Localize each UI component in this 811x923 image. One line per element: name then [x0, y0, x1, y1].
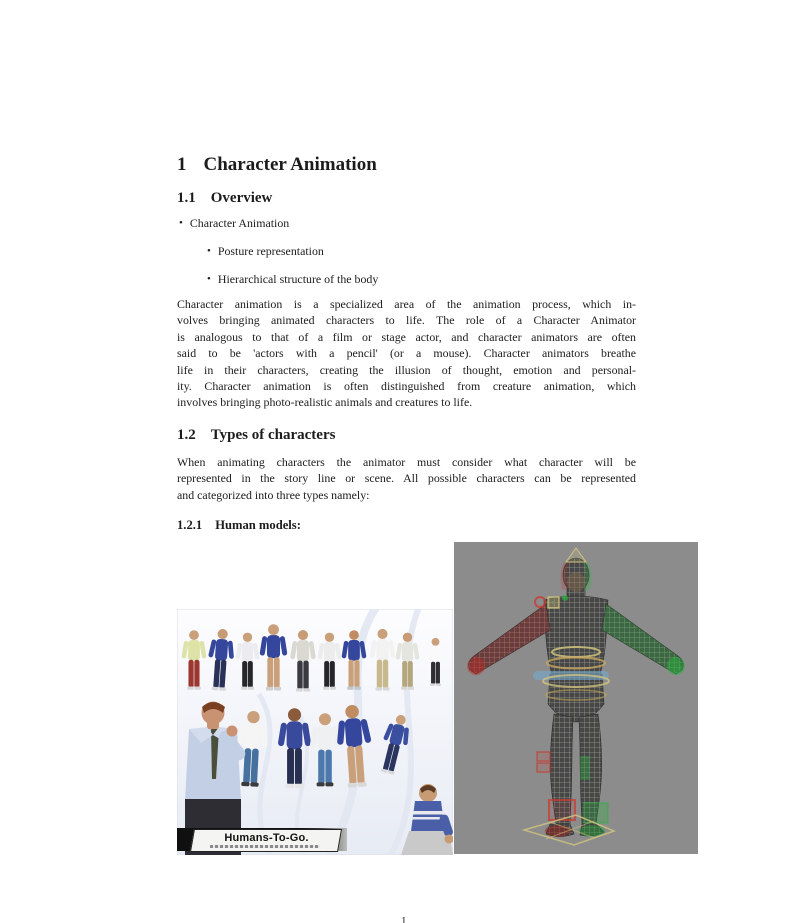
- list-item-character-animation: [179, 218, 289, 230]
- bullet-icon: •: [179, 217, 183, 229]
- text-line: involves bringing photo-realistic animals and creatures to life.: [177, 395, 473, 410]
- text-line: and categorized into three types namely:: [177, 487, 370, 502]
- page-number: 1: [401, 915, 407, 923]
- text-line: life in their characters, creating the illusion of thought, emotion and personal-: [177, 362, 636, 377]
- bullet-icon: •: [207, 245, 211, 257]
- text-line: Character animation is a specialized area of the animation process, which in-: [177, 297, 636, 311]
- subsubsection-title: Human models:: [215, 518, 301, 532]
- wireframe-model-image: [454, 542, 698, 854]
- subsection-overview-heading: [177, 191, 272, 206]
- subsubsection-number: 1.2.1: [177, 518, 203, 532]
- text-line: said to be 'actors with a pencil' (or a mouse). Character animators breathe: [177, 346, 636, 361]
- list-item-label: Posture representation: [217, 244, 324, 258]
- list-item-hierarchy: [207, 274, 378, 286]
- text-line: When animating characters the animator must consider what character will be: [177, 455, 636, 469]
- text-line: represented in the story line or scene. All possible characters can be represented: [177, 471, 636, 486]
- paragraph-overview: [177, 296, 636, 411]
- humans-to-go-caption-box: [190, 829, 342, 852]
- humans-to-go-caption: Humans-To-Go.: [224, 832, 309, 844]
- subsection-overview-title: Overview: [210, 190, 273, 206]
- subsection-types-heading: [177, 428, 335, 443]
- subsection-types-number: 1.2: [177, 427, 196, 443]
- text-line: volves bringing animated characters to life. The role of a Character Animator: [177, 313, 636, 328]
- section-1-number: 1: [177, 154, 187, 175]
- text-line: ity. Character animation is often distinguished from creature animation, which: [177, 379, 636, 394]
- list-item-posture: [207, 246, 324, 258]
- subsection-overview-number: 1.1: [177, 190, 196, 206]
- subsubsection-human-models-heading: [177, 519, 301, 532]
- humans-to-go-illustration: [177, 609, 453, 855]
- list-item-label: Hierarchical structure of the body: [217, 272, 379, 286]
- subsection-types-title: Types of characters: [210, 427, 336, 443]
- face-shading: [567, 572, 585, 592]
- section-1-heading: [177, 155, 377, 174]
- humans-to-go-image: [177, 609, 453, 855]
- list-item-label: Character Animation: [189, 216, 290, 230]
- humans-to-go-tagline-fineprint: [210, 845, 320, 848]
- text-line: is analogous to that of a film or stage actor, and character animators are often: [177, 329, 636, 344]
- wireframe-model-illustration: [454, 542, 698, 854]
- paragraph-types: [177, 454, 636, 503]
- section-1-title: Character Animation: [203, 154, 377, 175]
- bullet-icon: •: [207, 273, 211, 285]
- humans-to-go-caption-band: [177, 828, 347, 851]
